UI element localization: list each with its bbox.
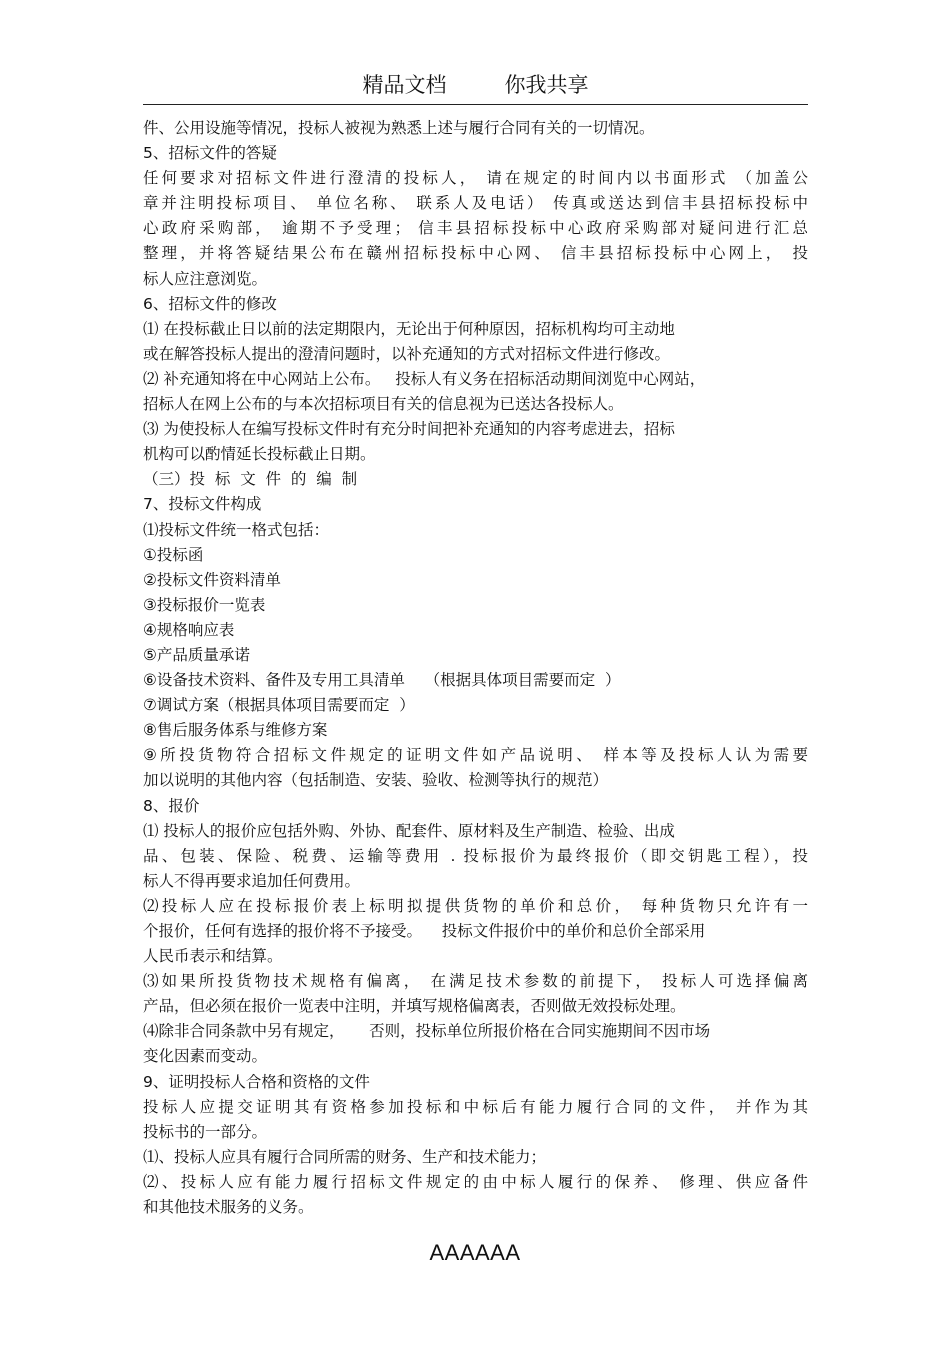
text-line: ⑥设备技术资料、备件及专用工具清单 （根据具体项目需要而定 ） [143,671,621,690]
text-line: ⑵投标人应在投标报价表上标明拟提供货物的单价和总价， 每种货物只允许有一 [143,896,808,915]
text-line: ⑵ 补充通知将在中心网站上公布。 投标人有义务在招标活动期间浏览中心网站， [143,369,706,388]
text-line: ④规格响应表 [143,620,235,639]
text-line: 或在解答投标人提出的澄清问题时，以补充通知的方式对招标文件进行修改。 [143,344,671,363]
text-line: ⑴ 在投标截止日以前的法定期限内，无论出于何种原因，招标机构均可主动地 [143,319,675,338]
text-line: 人民币表示和结算。 [143,947,283,966]
text-line: ⑵、投标人应有能力履行招标文件规定的由中标人履行的保养、 修理、供应备件 [143,1172,808,1191]
text-line: 心政府采购部， 逾期不予受理； 信丰县招标投标中心政府采购部对疑问进行汇总 [143,219,808,238]
text-line: 整理，并将答疑结果公布在赣州招标投标中心网、 信丰县招标投标中心网上， 投 [143,244,808,263]
text-line: 招标人在网上公布的与本次招标项目有关的信息视为已送达各投标人。 [143,395,624,414]
text-line: ⑷除非合同条款中另有规定， 否则，投标单位所报价格在合同实施期间不因市场 [143,1022,711,1041]
text-line: 6、招标文件的修改 [143,294,277,313]
text-line: 品、包装、保险、税费、运输等费用 . 投标报价为最终报价（即交钥匙工程），投 [143,846,808,865]
text-line: 5、招标文件的答疑 [143,144,277,163]
text-line: ⑦调试方案（根据具体项目需要而定 ） [143,696,415,715]
text-line: ⑴、投标人应具有履行合同所需的财务、生产和技术能力； [143,1147,547,1166]
text-line: ③投标报价一览表 [143,595,266,614]
text-line: 任何要求对招标文件进行澄清的投标人， 请在规定的时间内以书面形式 （加盖公 [143,169,808,188]
text-line: ②投标文件资料清单 [143,570,281,589]
page-header [143,70,808,105]
text-line: ⑶ 为使投标人在编写投标文件时有充分时间把补充通知的内容考虑进去，招标 [143,420,675,439]
text-line: 产品，但必须在报价一览表中注明，并填写规格偏离表，否则做无效投标处理。 [143,997,686,1016]
text-line: 9、证明投标人合格和资格的文件 [143,1072,370,1091]
text-line: ⑤产品质量承诺 [143,645,250,664]
text-line: 变化因素而变动。 [143,1047,268,1066]
text-line: ⑨所投货物符合招标文件规定的证明文件如产品说明、 样本等及投标人认为需要 [143,746,808,765]
text-line: 投标书的一部分。 [143,1122,268,1141]
header-left-title: 精品文档 [362,73,447,97]
document-body [143,116,808,1220]
text-line: 个报价，任何有选择的报价将不予接受。 投标文件报价中的单价和总价全部采用 [143,922,706,940]
text-line: 7、投标文件构成 [143,495,262,514]
text-line: 章并注明投标项目、 单位名称、 联系人及电话） 传真或送达到信丰县招标投标中 [143,194,808,213]
text-line: 加以说明的其他内容（包括制造、安装、验收、检测等执行的规范） [143,771,609,790]
header-right-title: 你我共享 [504,73,589,97]
text-line: 8、报价 [143,796,200,815]
text-line: 机构可以酌情延长投标截止日期。 [143,445,376,464]
text-line: 标人应注意浏览。 [143,269,268,288]
text-line: 和其他技术服务的义务。 [143,1198,314,1217]
text-line: 投标人应提交证明其有资格参加投标和中标后有能力履行合同的文件， 并作为其 [143,1097,808,1116]
text-line: （三）投 标 文 件 的 编 制 [143,470,358,489]
text-line: ⑴ 投标人的报价应包括外购、外协、配套件、原材料及生产制造、检验、出成 [143,821,675,840]
text-line: ⑶如果所投货物技术规格有偏离， 在满足技术参数的前提下， 投标人可选择偏离 [143,972,808,991]
text-line: 标人不得再要求追加任何费用。 [143,871,361,890]
text-line: 件、公用设施等情况，投标人被视为熟悉上述与履行合同有关的一切情况。 [143,119,655,137]
text-line: ⑧售后服务体系与维修方案 [143,721,328,740]
text-line: ①投标函 [143,545,204,564]
page-footer: AAAAAA [429,1240,521,1265]
text-line: ⑴投标文件统一格式包括： [143,520,330,539]
